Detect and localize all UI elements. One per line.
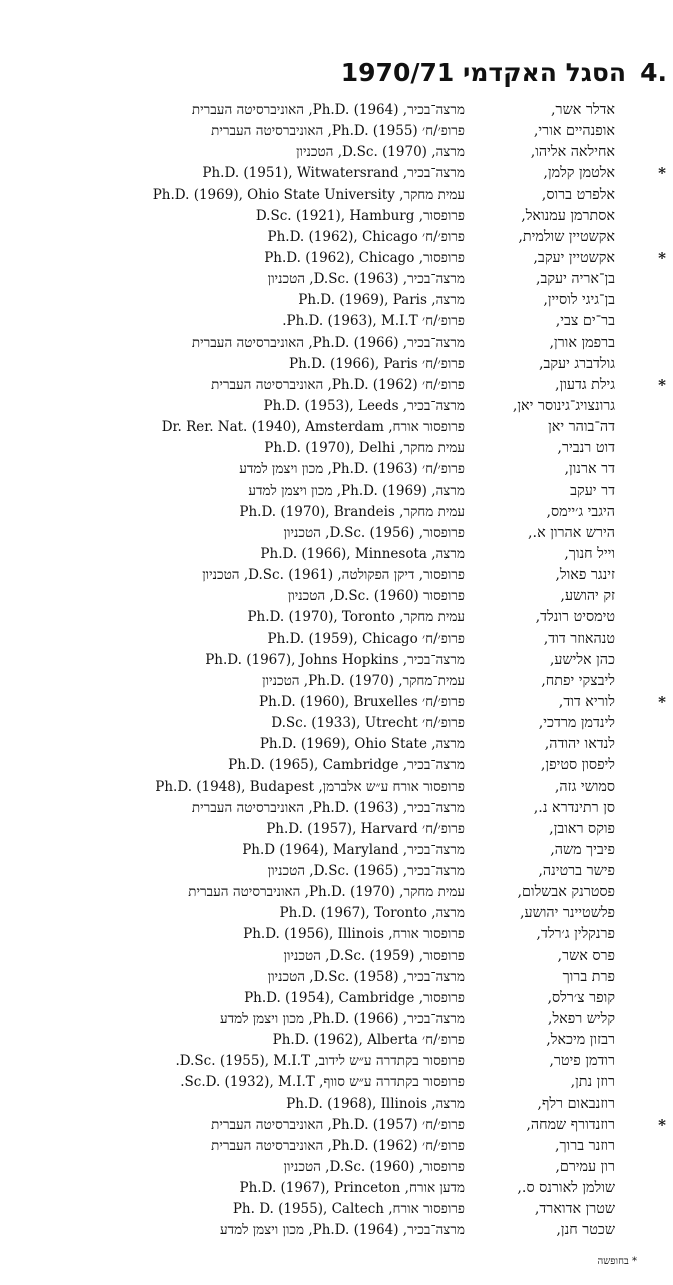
- staff-detail: מדען אורח, Ph.D. (1967), Princeton: [239, 1180, 465, 1197]
- staff-detail: עמית־מחקר, Ph.D. (1970), הטכניון: [262, 672, 465, 689]
- staff-detail: מרצה־בכיר, Ph.D. (1953), Leeds: [263, 397, 465, 414]
- staff-detail: פרופ׳/ח׳ D.Sc. (1933), Utrecht: [271, 715, 465, 732]
- staff-detail: מרצה־בכיר, Ph.D. (1967), Johns Hopkins: [205, 651, 465, 668]
- staff-detail: פרופסור אורח, Ph. D. (1955), Caltech: [232, 1201, 465, 1218]
- staff-detail: מרצה, Ph.D. (1967), Toronto: [279, 905, 465, 922]
- staff-name: דוט רנביר,: [557, 440, 615, 457]
- staff-entry: [15, 311, 615, 332]
- staff-name: אקשטיין שולמית,: [518, 228, 615, 245]
- staff-entry: [15, 227, 615, 248]
- staff-detail: מרצה־בכיר, Ph.D. (1965), Cambridge: [228, 757, 465, 774]
- staff-name: לנדאו יהודה,: [544, 736, 615, 753]
- staff-name: כהן אלישע,: [549, 651, 615, 668]
- on-leave-marker: *: [658, 1115, 666, 1134]
- on-leave-marker: *: [658, 164, 666, 183]
- staff-detail: מרצה־בכיר, Ph.D. (1966), האוניברסיטה העברית: [191, 334, 465, 351]
- staff-detail: פרופסור, D.Sc. (1921), Hamburg: [255, 207, 465, 224]
- staff-entry: [15, 1199, 615, 1220]
- staff-detail: פרופ׳/ח׳ Ph.D. (1957), האוניברסיטה העברית: [211, 1116, 465, 1133]
- staff-entry: [15, 1220, 615, 1241]
- staff-detail: פרופסור D.Sc. (1960), הטכניון: [287, 588, 465, 605]
- on-leave-marker: *: [658, 692, 666, 711]
- staff-name: אקשטיין יעקב,: [533, 249, 615, 266]
- staff-entry: [15, 459, 615, 480]
- staff-name: הירש אהרון א.,: [527, 524, 615, 541]
- staff-entry: [15, 1178, 615, 1199]
- staff-entry: [15, 798, 615, 819]
- staff-detail: מרצה, D.Sc. (1970), הטכניון: [296, 144, 465, 161]
- staff-entry: [15, 924, 615, 945]
- staff-detail: פרופ׳/ח׳ Ph.D. (1955), האוניברסיטה העברית: [211, 123, 465, 140]
- staff-detail: מרצה, Ph.D. (1969), מכון ויצמן למדע: [248, 482, 465, 499]
- staff-name: פישר ברטינה,: [538, 863, 615, 880]
- staff-name: פוקס ראובן,: [549, 820, 615, 837]
- staff-name: רבזון מיכאל,: [546, 1032, 615, 1049]
- section-title: הסגל האקדמי 1970/71: [340, 58, 627, 87]
- staff-detail: עמית מחקר, Ph.D. (1970), Brandeis: [239, 503, 465, 520]
- staff-entry: [15, 544, 615, 565]
- staff-entry: [15, 354, 615, 375]
- staff-entry: [15, 248, 666, 269]
- staff-entry: [15, 1094, 615, 1115]
- staff-detail: פרופ׳/ח׳ Ph.D. (1962), האוניברסיטה העברית: [211, 376, 465, 393]
- staff-name: ברפמן אורן,: [549, 334, 615, 351]
- staff-name: דר יעקב: [570, 482, 615, 499]
- on-leave-marker: *: [658, 248, 666, 267]
- staff-name: גילת גדעון,: [555, 376, 615, 393]
- staff-detail: מרצה־בכיר, D.Sc. (1963), הטכניון: [267, 271, 465, 288]
- staff-detail: מרצה־בכיר, D.Sc. (1965), הטכניון: [267, 863, 465, 880]
- staff-entry: [15, 861, 615, 882]
- staff-detail: פרופ׳/ח׳ Ph.D. (1963), M.I.T.: [282, 313, 465, 330]
- staff-name: רוזנבאום רלף,: [537, 1095, 615, 1112]
- staff-detail: מרצה, Ph.D. (1969), Ohio State: [259, 736, 465, 753]
- staff-name: שטרן אדוארד,: [534, 1201, 615, 1218]
- staff-entry: [15, 185, 615, 206]
- staff-detail: פרופ׳/ח׳ Ph.D. (1957), Harvard: [266, 820, 465, 837]
- staff-entry: [15, 1072, 615, 1093]
- staff-name: רון עמירם,: [555, 1159, 615, 1176]
- staff-name: גולדברג יעקב,: [538, 355, 615, 372]
- staff-detail: מרצה, Ph.D. (1966), Minnesota: [260, 545, 465, 562]
- staff-name: פלשטיינר יהושע,: [519, 905, 615, 922]
- staff-entry: [15, 163, 666, 184]
- staff-name: טנהאוזר דוד,: [543, 630, 615, 647]
- staff-detail: פרופ׳/ח׳ Ph.D. (1962), האוניברסיטה העברית: [211, 1137, 465, 1154]
- staff-entry: [15, 629, 615, 650]
- staff-entry: [15, 290, 615, 311]
- staff-name: בן־אריה יעקב,: [535, 271, 615, 288]
- staff-entry: [15, 142, 615, 163]
- staff-entry: [15, 417, 615, 438]
- staff-name: זק יהושע,: [560, 588, 615, 605]
- staff-detail: מרצה־בכיר, Ph.D. (1964), האוניברסיטה העברית: [191, 102, 465, 118]
- footnote: * בחופשה: [597, 1256, 637, 1267]
- staff-entry: [15, 819, 615, 840]
- staff-detail: פרופ׳/ח׳ Ph.D. (1966), Paris: [289, 355, 465, 372]
- staff-name: פרת ברוך: [562, 968, 615, 985]
- section-heading: [341, 58, 667, 87]
- staff-detail: פרופ׳/ח׳ Ph.D. (1962), Alberta: [272, 1032, 465, 1049]
- staff-name: קליש רפאל,: [547, 1011, 615, 1028]
- on-leave-marker: *: [658, 375, 666, 394]
- staff-name: אסתרמן עמנואל,: [521, 207, 615, 224]
- staff-entry: [15, 1051, 615, 1072]
- staff-list: [15, 100, 666, 1242]
- staff-detail: פרופסור, D.Sc. (1959), הטכניון: [283, 947, 465, 964]
- staff-name: אופנהיים אורי,: [533, 123, 615, 140]
- staff-name: אדלר אשר,: [551, 102, 615, 118]
- staff-entry: [15, 269, 615, 290]
- staff-entry: [15, 121, 615, 142]
- staff-detail: מרצה־בכיר, Ph.D. (1951), Witwatersrand: [202, 165, 465, 182]
- staff-detail: עמית מחקר, Ph.D. (1970), האוניברסיטה העברית: [188, 884, 465, 901]
- staff-name: פרנקלין ג׳רלד,: [536, 926, 615, 943]
- staff-name: דה־בוהר יאן: [548, 419, 615, 436]
- staff-entry: [15, 607, 615, 628]
- staff-entry: [15, 100, 615, 121]
- staff-name: סמושי גזה,: [554, 778, 615, 795]
- staff-detail: פרופסור, D.Sc. (1956), הטכניון: [283, 524, 465, 541]
- staff-name: פסטרנק אבשלום,: [517, 884, 615, 901]
- staff-name: היגבי ג׳יימס,: [546, 503, 615, 520]
- staff-entry: [15, 565, 615, 586]
- staff-name: סן רתינדרא נ.,: [533, 799, 615, 816]
- staff-entry: [15, 650, 615, 671]
- staff-entry: [15, 988, 615, 1009]
- staff-detail: מרצה־בכיר, Ph.D (1964), Maryland: [242, 841, 465, 858]
- staff-name: קופר צ׳רלס,: [547, 989, 615, 1006]
- staff-name: בן־גיגי לוסיין,: [543, 292, 615, 309]
- staff-entry: [15, 755, 615, 776]
- staff-detail: מרצה־בכיר, Ph.D. (1964), מכון ויצמן למדע: [219, 1222, 465, 1239]
- staff-detail: פרופסור, D.Sc. (1960), הטכניון: [283, 1159, 465, 1176]
- staff-detail: פרופסור בקתדרה ע״ש לידוב, D.Sc. (1955), M.I.T.: [175, 1053, 465, 1070]
- staff-name: דר ארנון,: [564, 461, 615, 478]
- staff-name: וייל חנוך,: [564, 545, 615, 562]
- staff-entry: [15, 882, 615, 903]
- staff-entry: [15, 946, 615, 967]
- staff-name: שולמן לאורנס ס.,: [517, 1180, 615, 1197]
- staff-name: פרס אשר,: [557, 947, 615, 964]
- staff-entry: [15, 481, 615, 502]
- staff-detail: עמית מחקר, Ph.D. (1970), Delhi: [264, 440, 465, 457]
- staff-detail: פרופסור, דיקן הפקולטה, D.Sc. (1961), הטכניון: [202, 567, 465, 584]
- staff-entry: [15, 438, 615, 459]
- staff-detail: עמית מחקר, Ph.D. (1969), Ohio State University: [152, 186, 465, 203]
- staff-entry: [15, 396, 615, 417]
- staff-entry: [15, 502, 615, 523]
- staff-name: בר־ים צבי,: [555, 313, 615, 330]
- staff-entry: [15, 586, 615, 607]
- staff-detail: פרופסור, Ph.D. (1962), Chicago: [264, 249, 465, 266]
- staff-entry: [15, 967, 615, 988]
- staff-name: שכטר חנן,: [556, 1222, 615, 1239]
- staff-entry: [15, 1115, 666, 1136]
- staff-entry: [15, 713, 615, 734]
- staff-entry: [15, 692, 666, 713]
- staff-detail: פרופ׳/ח׳ Ph.D. (1959), Chicago: [267, 630, 465, 647]
- staff-name: רודמן פיטר,: [549, 1053, 615, 1070]
- staff-name: רוזנר ברוך,: [554, 1137, 615, 1154]
- staff-entry: [15, 734, 615, 755]
- staff-entry: [15, 523, 615, 544]
- staff-entry: [15, 333, 615, 354]
- staff-detail: פרופ׳/ח׳ Ph.D. (1963), מכון ויצמן למדע: [239, 461, 465, 478]
- staff-name: טימסיט רונלד,: [535, 609, 615, 626]
- staff-name: ליבצקי יפתח,: [541, 672, 615, 689]
- staff-name: אחילאה אליהו,: [530, 144, 615, 161]
- staff-detail: פרופ׳/ח׳ Ph.D. (1962), Chicago: [267, 228, 465, 245]
- staff-detail: מרצה־בכיר, D.Sc. (1958), הטכניון: [267, 968, 465, 985]
- staff-name: אלטמן קלמן,: [543, 165, 615, 182]
- staff-detail: מרצה־בכיר, Ph.D. (1966), מכון ויצמן למדע: [219, 1011, 465, 1028]
- staff-name: אלפרט ברוס,: [541, 186, 615, 203]
- staff-name: פיביך משה,: [550, 841, 615, 858]
- staff-name: לוריא דוד,: [558, 693, 615, 710]
- staff-entry: [15, 375, 666, 396]
- staff-entry: [15, 206, 615, 227]
- staff-detail: פרופסור, Ph.D. (1954), Cambridge: [244, 989, 465, 1006]
- staff-name: לינדמן מרדכי,: [538, 715, 615, 732]
- staff-name: ליפסון סטיפן,: [540, 757, 615, 774]
- staff-entry: [15, 1136, 615, 1157]
- staff-detail: פרופסור בקתדרה ע״ש סווף, Sc.D. (1932), M.I.T.: [180, 1074, 465, 1091]
- staff-detail: פרופסור אורח ע״ש אלברמן, Ph.D. (1948), Budapest: [155, 778, 465, 795]
- section-number: .4: [640, 58, 667, 87]
- staff-name: רוזן נתן,: [570, 1074, 615, 1091]
- staff-entry: [15, 777, 615, 798]
- staff-entry: [15, 840, 615, 861]
- staff-entry: [15, 1009, 615, 1030]
- staff-detail: מרצה, Ph.D. (1968), Illinois: [286, 1095, 465, 1112]
- staff-detail: פרופסור אורח, Ph.D. (1956), Illinois: [243, 926, 465, 943]
- staff-detail: מרצה־בכיר, Ph.D. (1963), האוניברסיטה העברית: [191, 799, 465, 816]
- staff-entry: [15, 1157, 615, 1178]
- staff-entry: [15, 903, 615, 924]
- staff-detail: פרופ׳/ח׳ Ph.D. (1960), Bruxelles: [259, 693, 465, 710]
- staff-detail: מרצה, Ph.D. (1969), Paris: [298, 292, 465, 309]
- staff-detail: פרופסור אורח, Dr. Rer. Nat. (1940), Amsterdam: [161, 419, 465, 436]
- staff-detail: עמית מחקר, Ph.D. (1970), Toronto: [247, 609, 465, 626]
- staff-name: רוזנדורף שמחה,: [526, 1116, 615, 1133]
- staff-entry: [15, 671, 615, 692]
- staff-name: גרונצויג־גינוסר יאן,: [512, 397, 615, 414]
- staff-name: זינגר פאול,: [555, 567, 615, 584]
- staff-entry: [15, 1030, 615, 1051]
